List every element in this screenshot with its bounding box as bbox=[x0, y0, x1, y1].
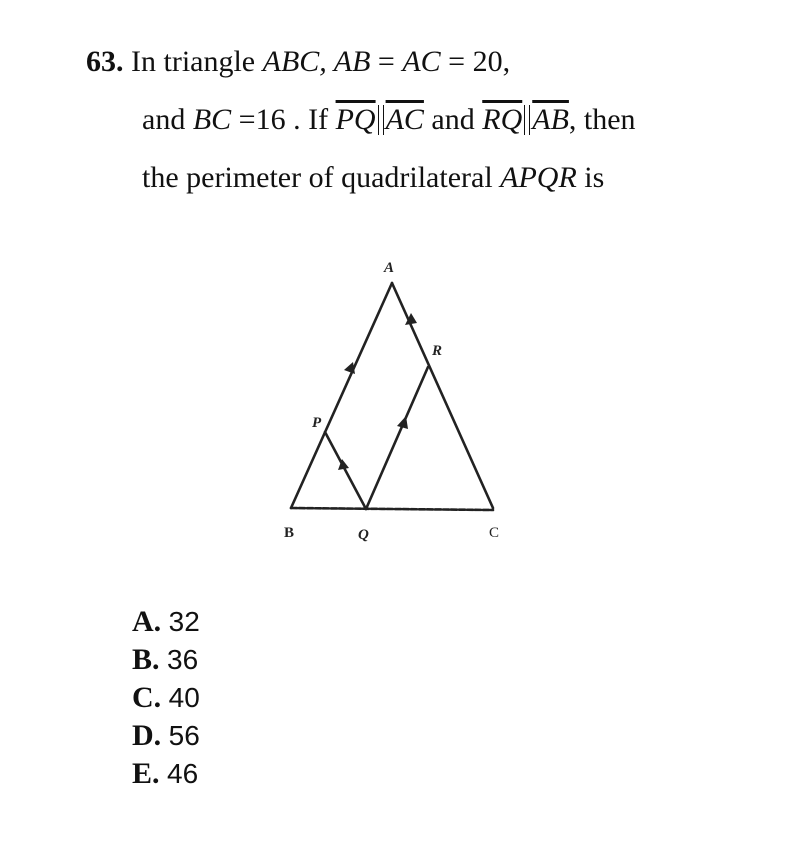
label-b: B bbox=[284, 525, 295, 541]
side-ab bbox=[291, 283, 392, 508]
choice-b[interactable]: B. 36 bbox=[132, 643, 199, 676]
choice-c[interactable]: C. 40 bbox=[132, 681, 200, 714]
segment-ac: $\overline{AC}$ bbox=[385, 103, 424, 136]
problem-line-1: 63. In triangle ABC, AB = AC = 20, bbox=[86, 45, 511, 78]
problem-number: 63. bbox=[86, 45, 124, 78]
side-bc bbox=[291, 508, 493, 510]
segment-ab: $\overline{AB}$ bbox=[532, 103, 569, 136]
segment-pq-line bbox=[325, 432, 366, 509]
arrow-marker-ab bbox=[344, 362, 355, 374]
problem-line-2: and BC =16 . If $\overline{PQ}$ $\overline{AC}$ and $\overline{RQ}$ $\overline{AB}$, then bbox=[142, 103, 636, 136]
choice-a[interactable]: A. 32 bbox=[132, 605, 200, 638]
label-c: C bbox=[489, 525, 500, 541]
label-p: P bbox=[312, 415, 322, 431]
parallel-symbol bbox=[378, 105, 384, 135]
segment-rq: $\overline{RQ}$ bbox=[482, 103, 523, 136]
label-r: R bbox=[432, 343, 443, 359]
answer-choices bbox=[132, 603, 200, 793]
triangle-figure bbox=[270, 250, 520, 550]
label-a: A bbox=[384, 260, 395, 276]
side-ac bbox=[392, 283, 493, 508]
segment-rq-line bbox=[366, 367, 428, 509]
parallel-symbol bbox=[524, 105, 530, 135]
choice-d[interactable]: D. 56 bbox=[132, 719, 200, 752]
problem-line-3: the perimeter of quadrilateral APQR is bbox=[142, 161, 605, 194]
segment-pq: $\overline{PQ}$ bbox=[335, 103, 376, 136]
choice-e[interactable]: E. 46 bbox=[132, 757, 199, 790]
label-q: Q bbox=[358, 527, 369, 543]
